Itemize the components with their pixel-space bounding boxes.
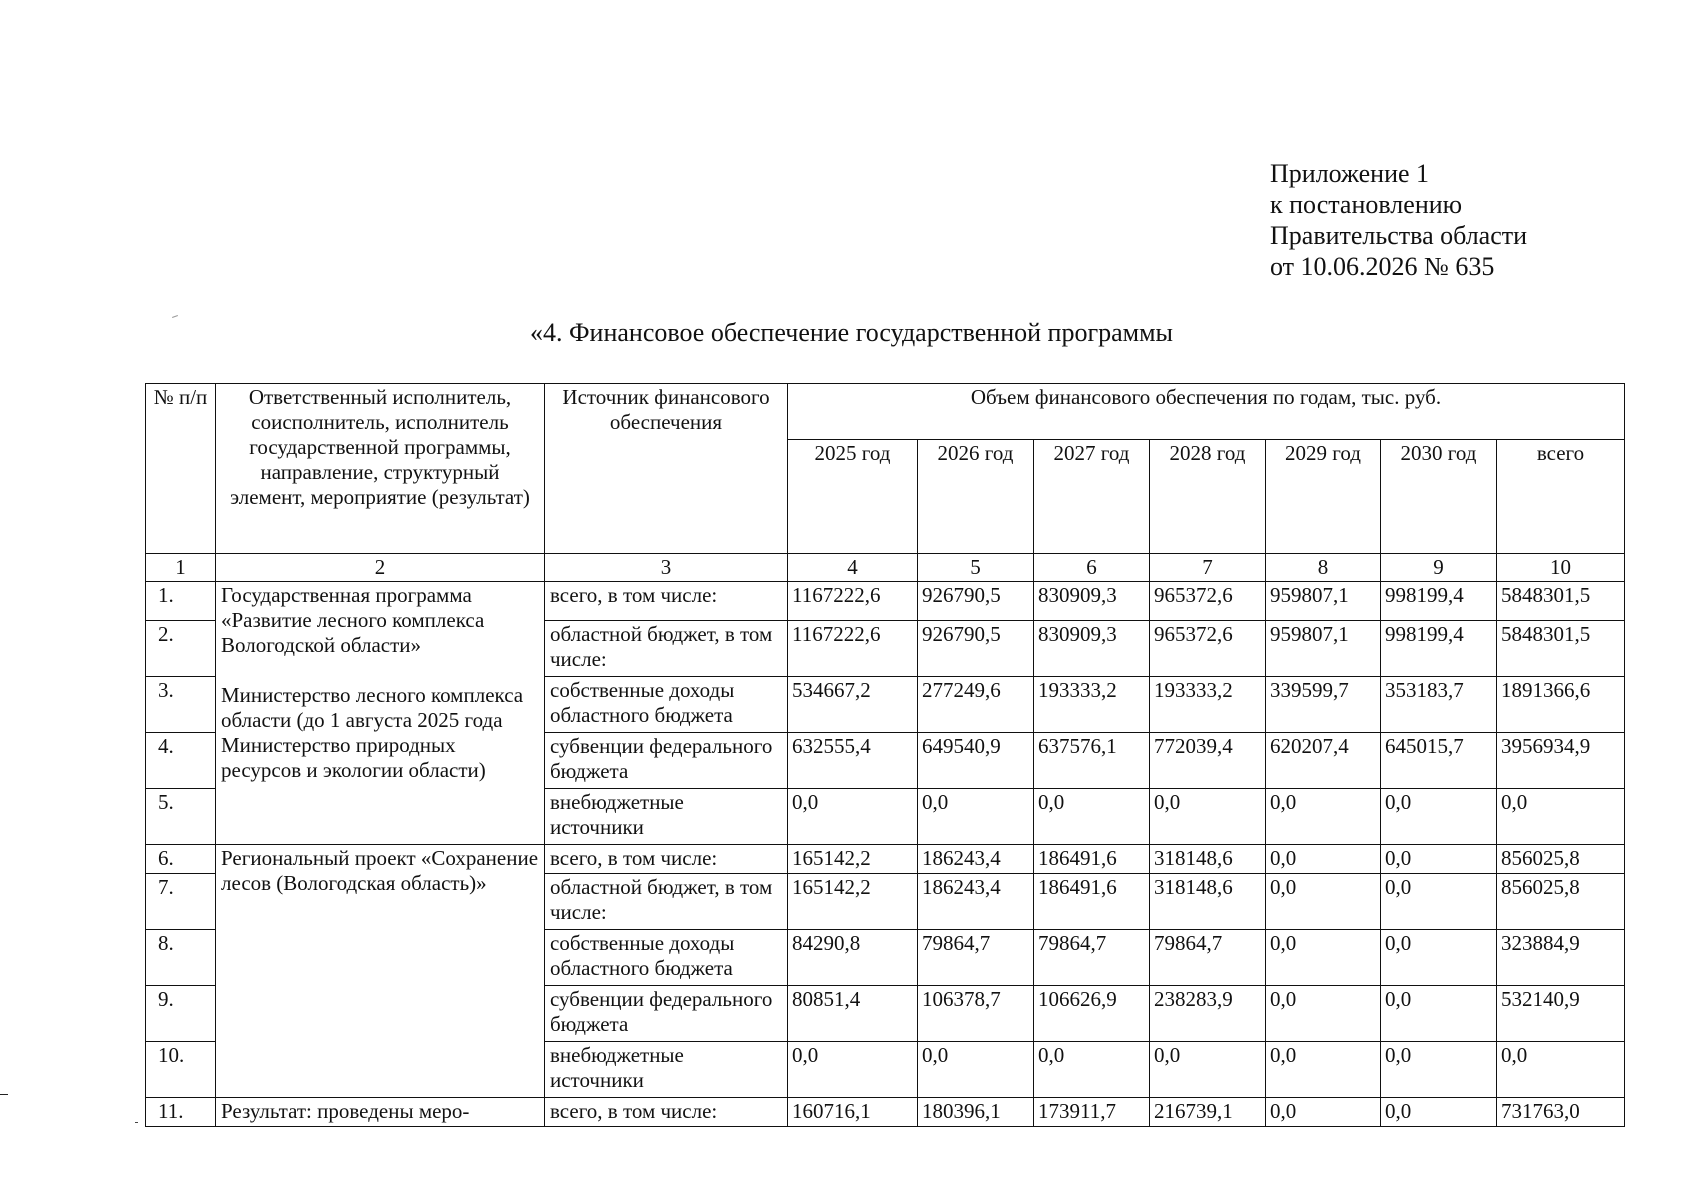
column-number: 2 <box>216 554 545 582</box>
value-cell: 323884,9 <box>1497 930 1625 986</box>
column-number: 5 <box>918 554 1034 582</box>
column-number: 10 <box>1497 554 1625 582</box>
value-cell: 186491,6 <box>1034 845 1150 874</box>
header-volume: Объем финансового обеспечения по годам, тыс. руб. <box>788 384 1625 440</box>
section-title: «4. Финансовое обеспечение государственной программы <box>530 318 1174 347</box>
program-name: Государственная программа «Развитие лесного комплекса Вологодской области» <box>221 583 485 657</box>
appendix-line: к постановлению <box>1270 190 1463 219</box>
value-cell: 216739,1 <box>1150 1098 1266 1127</box>
value-cell: 0,0 <box>1266 986 1381 1042</box>
appendix-block <box>1270 158 1527 282</box>
value-cell: 0,0 <box>1034 789 1150 845</box>
value-cell: 0,0 <box>1381 1098 1497 1127</box>
source-cell: всего, в том числе: <box>545 582 788 621</box>
value-cell: 532140,9 <box>1497 986 1625 1042</box>
row-number: 4. <box>146 733 216 789</box>
value-cell: 926790,5 <box>918 621 1034 677</box>
value-cell: 180396,1 <box>918 1098 1034 1127</box>
appendix-line: Правительства области <box>1270 221 1528 250</box>
table-row <box>146 582 1625 621</box>
value-cell: 0,0 <box>918 789 1034 845</box>
scan-mark <box>172 315 178 318</box>
source-cell: внебюджетные источники <box>545 1042 788 1098</box>
source-cell: областной бюджет, в том числе: <box>545 874 788 930</box>
value-cell: 193333,2 <box>1150 677 1266 733</box>
value-cell: 165142,2 <box>788 845 918 874</box>
value-cell: 0,0 <box>1497 1042 1625 1098</box>
margin-mark <box>0 1094 8 1095</box>
value-cell: 0,0 <box>1150 789 1266 845</box>
header-source: Источник финансового обеспечения <box>545 384 788 554</box>
value-cell: 856025,8 <box>1497 845 1625 874</box>
value-cell: 856025,8 <box>1497 874 1625 930</box>
value-cell: 965372,6 <box>1150 582 1266 621</box>
source-cell: областной бюджет, в том числе: <box>545 621 788 677</box>
value-cell: 0,0 <box>1497 789 1625 845</box>
header-year-2029: 2029 год <box>1266 440 1381 554</box>
appendix-line: от 10.06.2026 № 635 <box>1270 252 1495 281</box>
value-cell: 165142,2 <box>788 874 918 930</box>
value-cell: 84290,8 <box>788 930 918 986</box>
source-cell: субвенции федерального бюджета <box>545 733 788 789</box>
table-row <box>146 1098 1625 1127</box>
header-num: № п/п <box>146 384 216 554</box>
value-cell: 959807,1 <box>1266 582 1381 621</box>
row-number: 9. <box>146 986 216 1042</box>
value-cell: 353183,7 <box>1381 677 1497 733</box>
value-cell: 1167222,6 <box>788 582 918 621</box>
table-row <box>146 845 1625 874</box>
value-cell: 926790,5 <box>918 582 1034 621</box>
value-cell: 965372,6 <box>1150 621 1266 677</box>
source-cell: собственные доходы областного бюджета <box>545 677 788 733</box>
header-year-2028: 2028 год <box>1150 440 1266 554</box>
column-number: 3 <box>545 554 788 582</box>
row-number: 6. <box>146 845 216 874</box>
result-cell: Результат: проведены меро- <box>216 1098 545 1127</box>
regional-project-cell: Региональный проект «Сохранение лесов (Вологодская область)» <box>216 845 545 1098</box>
value-cell: 80851,4 <box>788 986 918 1042</box>
value-cell: 0,0 <box>788 1042 918 1098</box>
row-number: 1. <box>146 582 216 621</box>
value-cell: 318148,6 <box>1150 845 1266 874</box>
source-cell: собственные доходы областного бюджета <box>545 930 788 986</box>
value-cell: 959807,1 <box>1266 621 1381 677</box>
value-cell: 0,0 <box>1266 874 1381 930</box>
value-cell: 1167222,6 <box>788 621 918 677</box>
value-cell: 830909,3 <box>1034 582 1150 621</box>
value-cell: 534667,2 <box>788 677 918 733</box>
value-cell: 106378,7 <box>918 986 1034 1042</box>
row-number: 3. <box>146 677 216 733</box>
value-cell: 186491,6 <box>1034 874 1150 930</box>
value-cell: 0,0 <box>1266 1042 1381 1098</box>
value-cell: 0,0 <box>1266 1098 1381 1127</box>
value-cell: 1891366,6 <box>1497 677 1625 733</box>
column-number: 1 <box>146 554 216 582</box>
header-year-2030: 2030 год <box>1381 440 1497 554</box>
value-cell: 0,0 <box>788 789 918 845</box>
column-number: 9 <box>1381 554 1497 582</box>
value-cell: 186243,4 <box>918 874 1034 930</box>
row-number: 7. <box>146 874 216 930</box>
value-cell: 772039,4 <box>1150 733 1266 789</box>
value-cell: 649540,9 <box>918 733 1034 789</box>
value-cell: 238283,9 <box>1150 986 1266 1042</box>
value-cell: 830909,3 <box>1034 621 1150 677</box>
value-cell: 5848301,5 <box>1497 621 1625 677</box>
appendix-line: Приложение 1 <box>1270 159 1430 188</box>
value-cell: 0,0 <box>1266 930 1381 986</box>
value-cell: 0,0 <box>1266 789 1381 845</box>
value-cell: 620207,4 <box>1266 733 1381 789</box>
row-number: 2. <box>146 621 216 677</box>
header-responsible: Ответственный исполнитель, соисполнитель, исполнитель государственной программы, направление, структурный элемент, мероприятие (результат) <box>216 384 545 554</box>
column-number: 6 <box>1034 554 1150 582</box>
value-cell: 186243,4 <box>918 845 1034 874</box>
row-number: 11. <box>146 1098 216 1127</box>
source-cell: внебюджетные источники <box>545 789 788 845</box>
header-year-2025: 2025 год <box>788 440 918 554</box>
value-cell: 0,0 <box>1381 930 1497 986</box>
value-cell: 193333,2 <box>1034 677 1150 733</box>
header-year-2027: 2027 год <box>1034 440 1150 554</box>
column-number: 7 <box>1150 554 1266 582</box>
value-cell: 0,0 <box>1381 845 1497 874</box>
row-number: 5. <box>146 789 216 845</box>
value-cell: 3956934,9 <box>1497 733 1625 789</box>
value-cell: 0,0 <box>1150 1042 1266 1098</box>
value-cell: 79864,7 <box>1150 930 1266 986</box>
source-cell: всего, в том числе: <box>545 1098 788 1127</box>
value-cell: 160716,1 <box>788 1098 918 1127</box>
value-cell: 318148,6 <box>1150 874 1266 930</box>
value-cell: 0,0 <box>1381 986 1497 1042</box>
value-cell: 0,0 <box>1381 874 1497 930</box>
column-number: 8 <box>1266 554 1381 582</box>
value-cell: 632555,4 <box>788 733 918 789</box>
value-cell: 277249,6 <box>918 677 1034 733</box>
value-cell: 998199,4 <box>1381 582 1497 621</box>
value-cell: 5848301,5 <box>1497 582 1625 621</box>
financing-table <box>145 383 1625 1127</box>
value-cell: 173911,7 <box>1034 1098 1150 1127</box>
value-cell: 645015,7 <box>1381 733 1497 789</box>
value-cell: 106626,9 <box>1034 986 1150 1042</box>
value-cell: 79864,7 <box>1034 930 1150 986</box>
value-cell: 0,0 <box>1034 1042 1150 1098</box>
scan-dot <box>135 1122 138 1123</box>
header-year-2026: 2026 год <box>918 440 1034 554</box>
value-cell: 79864,7 <box>918 930 1034 986</box>
source-cell: субвенции федерального бюджета <box>545 986 788 1042</box>
row-number: 8. <box>146 930 216 986</box>
row-number: 10. <box>146 1042 216 1098</box>
value-cell: 0,0 <box>1381 789 1497 845</box>
value-cell: 998199,4 <box>1381 621 1497 677</box>
program-executor: Министерство лесного комплекса области (до 1 августа 2025 года Министерство природных ресурсов и экологии области) <box>221 683 524 782</box>
program-cell <box>216 582 545 845</box>
value-cell: 339599,7 <box>1266 677 1381 733</box>
value-cell: 637576,1 <box>1034 733 1150 789</box>
value-cell: 0,0 <box>1266 845 1381 874</box>
value-cell: 0,0 <box>1381 1042 1497 1098</box>
value-cell: 0,0 <box>918 1042 1034 1098</box>
column-number: 4 <box>788 554 918 582</box>
value-cell: 731763,0 <box>1497 1098 1625 1127</box>
source-cell: всего, в том числе: <box>545 845 788 874</box>
header-total: всего <box>1497 440 1625 554</box>
